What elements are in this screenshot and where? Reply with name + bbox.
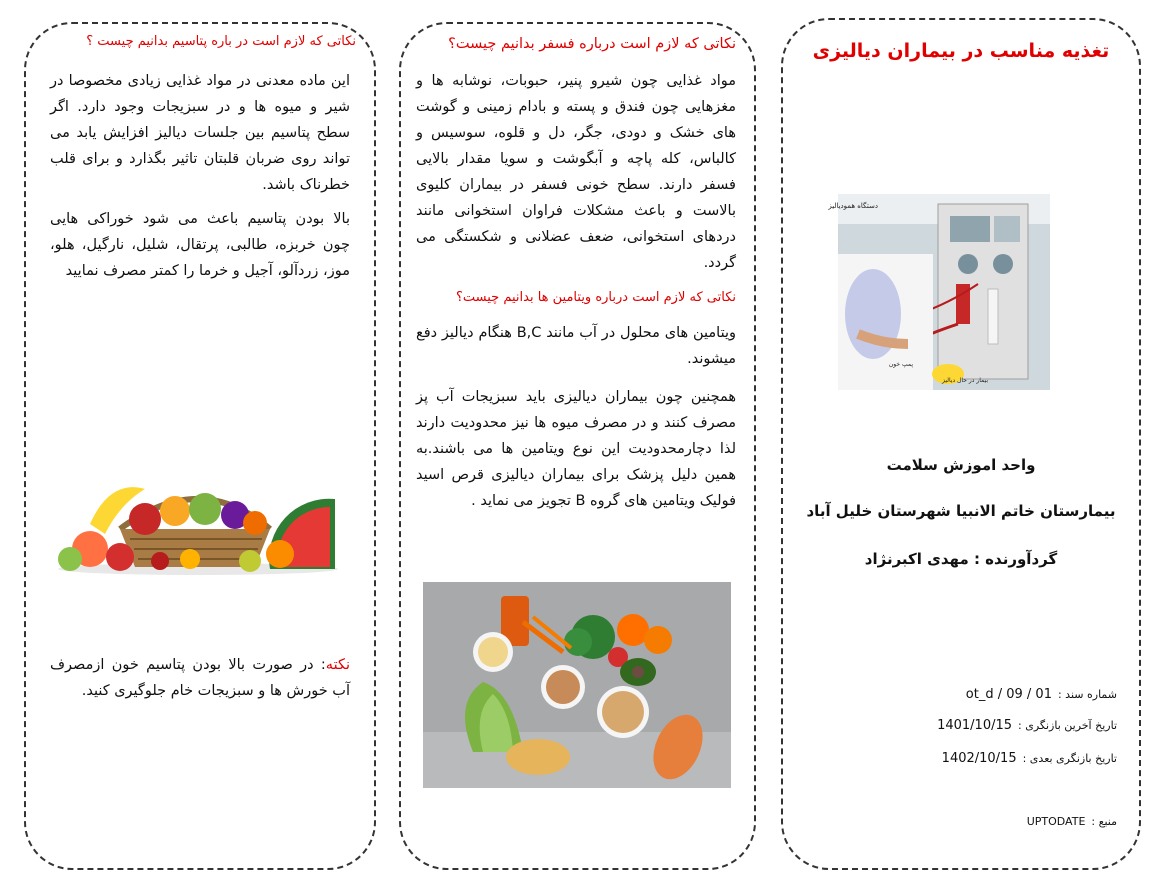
document-number-label: شماره سند : xyxy=(1057,688,1117,701)
last-revision-label: تاریخ آخرین بازنگری : xyxy=(1018,719,1117,732)
brochure-title: تغذیه مناسب در بیماران دیالیزی xyxy=(812,40,1110,62)
document-number-value: ot_d / 09 / 01 xyxy=(965,687,1052,702)
next-revision xyxy=(942,751,1117,766)
health-education-unit: واحد اموزش سلامت xyxy=(886,456,1036,474)
next-revision-value: 1402/10/15 xyxy=(941,751,1017,766)
compiler-name: گردآورنده : مهدی اکبرنژاد xyxy=(864,550,1058,568)
photo-label-machine: دستگاه همودیالیز xyxy=(828,202,878,210)
photo-label-pump: پمپ خون xyxy=(888,361,913,368)
vitamins-paragraph-2: همچنین چون بیماران دیالیزی باید سبزیجات آب پز مصرف کنند و در مصرف میوه ها نیز محدودیت دارند لذا دچارمحدودیت این نوع ویتامین ها می باشند.به همین دلیل پزشک برای بیماران دیالیزی قرص اسید فولیک ویتامین های گروه B تجویز می نماید . xyxy=(416,389,736,509)
source-value: UPTODATE xyxy=(1026,815,1086,828)
document-number xyxy=(966,687,1117,702)
note-label: نکته xyxy=(325,657,350,673)
phosphorus-vitamins-panel xyxy=(399,22,756,870)
next-revision-label: تاریخ بازنگری بعدی : xyxy=(1022,752,1117,765)
phosphorus-paragraph: مواد غذایی چون شیرو پنیر، حبوبات، نوشابه ها و مغزهایی چون فندق و پسته و بادام زمینی و گوشت های خشک و دودی، جگر، دل و قلوه، سوسیس و کالباس، کله پاچه و آبگوشت و سویا مقدار بالایی فسفر دارند. سطح خونی فسفر در بیماران کلیوی بالاست و باعث مشکلات فراوان استخوانی مانند دردهای استخوانی، ضعف عضلانی و شکستگی می گردد. xyxy=(416,73,736,271)
source-label: منبع : xyxy=(1091,815,1117,828)
dialysis-machine-photo xyxy=(828,194,1050,390)
potassium-panel xyxy=(24,22,376,870)
cover-panel xyxy=(781,18,1141,870)
last-revision xyxy=(937,718,1117,733)
hospital-name: بیمارستان خاتم الانبیا شهرستان خلیل آباد xyxy=(806,502,1116,520)
potassium-note xyxy=(50,652,350,704)
potassium-paragraph-1: این ماده معدنی در مواد غذایی زیادی مخصوصا در شیر و میوه ها و در سبزیجات وجود دارد. اگر سطح پتاسیم بین جلسات دیالیز افزایش یابد می تواند روی ضربان قلبتان تاثیر بگذارد و برای قلب خطرناک باشد. xyxy=(50,73,350,193)
vitamins-paragraph-1: ویتامین های محلول در آب مانند B,C هنگام دیالیز دفع میشوند. xyxy=(416,325,736,367)
potassium-heading: نکاتی که لازم است در باره پتاسیم بدانیم چیست ؟ xyxy=(86,34,356,49)
photo-label-patient: بیمار در حال دیالیز xyxy=(942,377,988,384)
vitamins-heading: نکاتی که لازم است درباره ویتامین ها بدانیم چیست؟ xyxy=(455,290,736,305)
source xyxy=(1027,815,1117,828)
note-text: : در صورت بالا بودن پتاسیم خون ازمصرف آب خورش ها و سبزیجات خام جلوگیری کنید. xyxy=(50,657,350,699)
healthy-foods-image xyxy=(423,582,731,788)
fruit-basket-image xyxy=(50,449,345,575)
potassium-paragraph-2: بالا بودن پتاسیم باعث می شود خوراکی هایی چون خربزه، طالبی، پرتقال، شلیل، نارگیل، هلو، موز، زردآلو، آجیل و خرما را کمتر مصرف نمایید xyxy=(50,211,350,279)
phosphorus-heading: نکاتی که لازم است درباره فسفر بدانیم چیست؟ xyxy=(448,36,736,52)
last-revision-value: 1401/10/15 xyxy=(937,718,1013,733)
